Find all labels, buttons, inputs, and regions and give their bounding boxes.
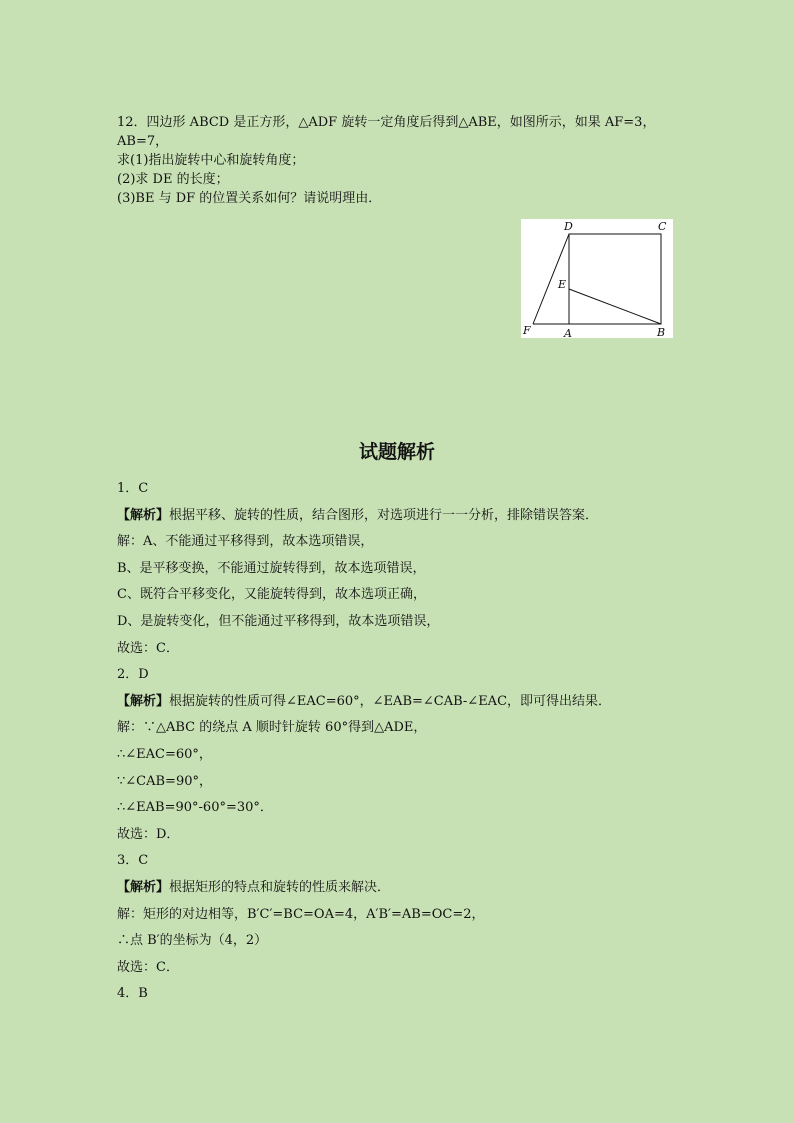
- solution-text: ∵∠CAB=90°，: [117, 773, 212, 789]
- analysis-tag: 【解析】: [117, 507, 170, 523]
- problem-line: (2)求 DE 的长度；: [117, 172, 229, 187]
- problem-line: AB=7，: [117, 134, 169, 149]
- solution-text: ∴∠EAB=90°-60°=30°．: [117, 800, 273, 816]
- solution-line: [117, 614, 717, 641]
- solution-text: 根据旋转的性质可得∠EAC=60°，∠EAB=∠CAB-∠EAC，即可得出结果．: [169, 693, 612, 709]
- solution-text: C、既符合平移变化，又能旋转得到，故本选项正确，: [117, 587, 426, 603]
- solution-text: 根据矩形的特点和旋转的性质来解决．: [169, 879, 391, 895]
- solution-line: [117, 667, 717, 694]
- solution-line: [117, 481, 717, 508]
- solution-text: 故选：C．: [117, 959, 179, 975]
- solution-line: [117, 641, 717, 668]
- solution-line: [117, 774, 717, 801]
- label-d: D: [564, 220, 573, 233]
- solution-line: [117, 694, 717, 721]
- solution-text: ∴点 B′的坐标为（4，2）: [117, 933, 268, 949]
- solution-line: [117, 587, 717, 614]
- problem-12: [117, 113, 677, 208]
- problem-line: 12．四边形 ABCD 是正方形，△ADF 旋转一定角度后得到△ABE，如图所示，如果 AF=3，: [117, 115, 656, 130]
- problem-line: 求(1)指出旋转中心和旋转角度；: [117, 153, 305, 168]
- solution-line: [117, 747, 717, 774]
- label-e: E: [558, 278, 567, 291]
- solution-text: 解：矩形的对边相等，B′C′=BC=OA=4，A′B′=AB=OC=2，: [117, 906, 485, 922]
- solution-line: [117, 933, 717, 960]
- solution-text: ∴∠EAC=60°，: [117, 746, 212, 762]
- section-title: 试题解析: [358, 441, 435, 463]
- segment-eb: [569, 289, 661, 324]
- solution-line: [117, 880, 717, 907]
- analysis-tag: 【解析】: [117, 879, 170, 895]
- solution-line: [117, 800, 717, 827]
- label-b: B: [657, 326, 666, 338]
- solution-line: [117, 720, 717, 747]
- square-abcd: [569, 234, 661, 324]
- solution-line: [117, 534, 717, 561]
- solution-text: 4．B: [117, 986, 148, 1002]
- solution-line: [117, 827, 717, 854]
- solution-text: 2．D: [117, 667, 149, 683]
- geometry-figure: [521, 219, 673, 338]
- solution-text: 根据平移、旋转的性质，结合图形，对选项进行一一分析，排除错误答案．: [169, 507, 599, 523]
- solution-text: D、是旋转变化，但不能通过平移得到，故本选项错误，: [117, 613, 440, 629]
- solution-line: [117, 907, 717, 934]
- solution-text: 解：A、不能通过平移得到，故本选项错误，: [117, 534, 374, 550]
- label-a: A: [564, 327, 572, 338]
- label-f: F: [523, 324, 531, 337]
- solution-text: 解：∵△ABC 的绕点 A 顺时针旋转 60°得到△ADE，: [117, 720, 427, 736]
- solution-line: [117, 960, 717, 987]
- analysis-tag: 【解析】: [117, 693, 170, 709]
- solutions-list: [117, 481, 717, 1013]
- square-rotation-diagram: [521, 219, 673, 338]
- solution-text: B、是平移变换，不能通过旋转得到，故本选项错误，: [117, 560, 426, 576]
- label-c: C: [658, 220, 667, 233]
- solution-line: [117, 508, 717, 535]
- solution-line: [117, 853, 717, 880]
- solution-text: 3．C: [117, 853, 149, 869]
- solution-text: 故选：C．: [117, 640, 179, 656]
- solution-line: [117, 561, 717, 588]
- solution-text: 故选：D．: [117, 826, 180, 842]
- solution-line: [117, 986, 717, 1013]
- solution-text: 1．C: [117, 481, 149, 496]
- problem-line: (3)BE 与 DF 的位置关系如何？请说明理由．: [117, 191, 382, 206]
